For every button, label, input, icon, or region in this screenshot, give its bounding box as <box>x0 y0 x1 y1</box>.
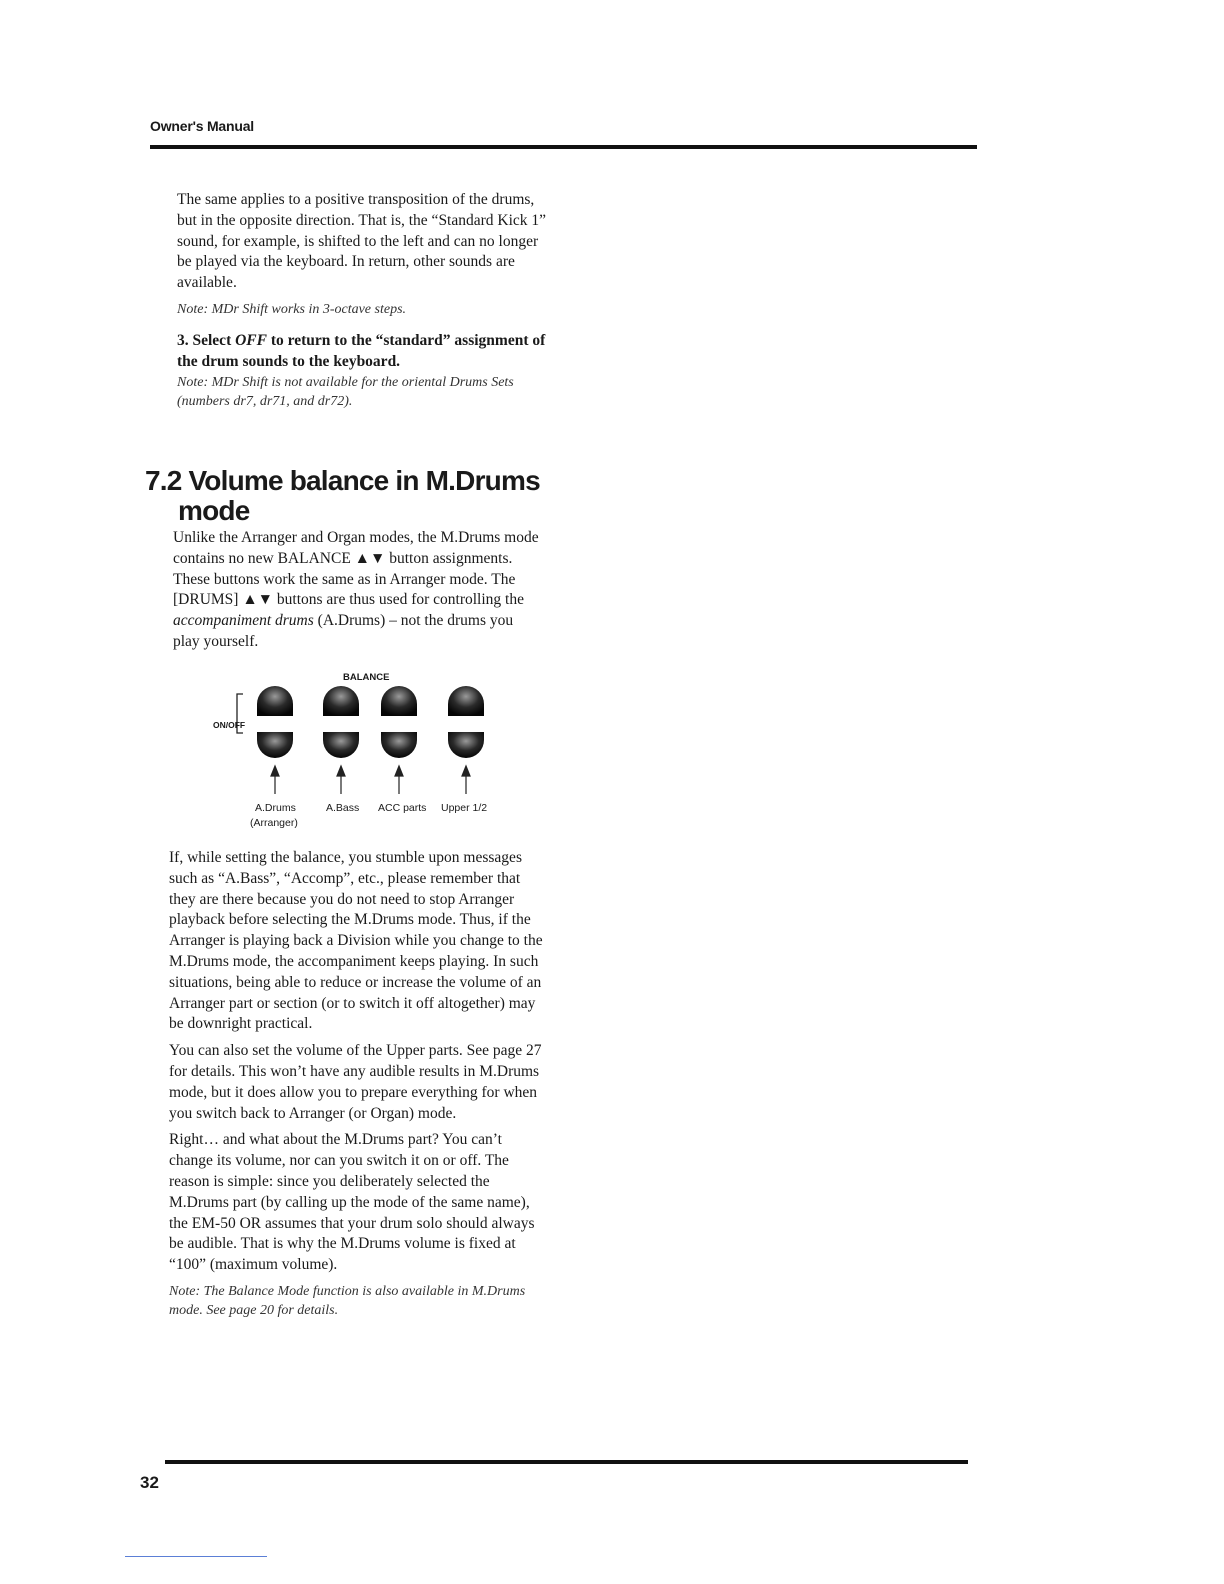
section-body <box>169 848 549 1320</box>
running-header: Owner's Manual <box>150 118 254 134</box>
step-3-prefix: 3. Select <box>177 331 236 349</box>
section-continued <box>177 190 547 411</box>
upper-down-icon <box>448 732 484 758</box>
intro-emphasis: accompaniment drums <box>173 612 314 630</box>
step-3-emphasis: OFF <box>235 331 267 349</box>
intro-after: (A.Drums) – not the drums you play yourself. <box>173 612 514 650</box>
drums-up-icon <box>257 686 293 716</box>
section-intro <box>173 528 543 659</box>
scan-artifact-line <box>125 1556 267 1557</box>
upper-up-icon <box>448 686 484 716</box>
section-heading <box>145 466 565 526</box>
arrows <box>271 766 470 794</box>
drums-label: DRUMS <box>257 720 289 730</box>
caption-upper: Upper 1/2 <box>441 802 488 814</box>
caption-acc-parts: ACC parts <box>378 802 427 814</box>
step-3 <box>177 331 547 373</box>
drums-down-icon <box>257 732 293 758</box>
onoff-label: ON/OFF <box>213 720 246 730</box>
note-oriental-drums: Note: MDr Shift is not available for the oriental Drums Sets (numbers dr7, dr71, and dr72). <box>177 374 514 409</box>
acc-lower-up-icon <box>381 686 417 716</box>
note-octave-steps: Note: MDr Shift works in 3-octave steps. <box>177 301 407 317</box>
intro-before: Unlike the Arranger and Organ modes, the M.Drums mode contains no new BALANCE ▲▼ button assignments. These buttons work the same as in Arranger mode. The [DRUMS] ▲▼ buttons are thus used for controlling the <box>173 529 539 609</box>
note-balance-mode: Note: The Balance Mode function is also available in M.Drums mode. See page 20 for details. <box>169 1283 526 1318</box>
bass-down-icon <box>323 732 359 758</box>
balance-diagram <box>195 668 525 838</box>
upper-parts-paragraph: You can also set the volume of the Upper parts. See page 27 for details. This won’t have any audible results in M.Drums mode, but it does allow you to prepare everything for when you switch back to Arranger (or Organ) mode. <box>169 1042 542 1122</box>
heading-line-1: 7.2 Volume balance in M.Drums <box>145 465 540 496</box>
bass-up-icon <box>323 686 359 716</box>
footer-rule <box>165 1460 968 1464</box>
upper-label: UPPER <box>451 720 481 730</box>
bass-label: BASS <box>329 720 353 730</box>
transposition-paragraph: The same applies to a positive transposition of the drums, but in the opposite direction. That is, the “Standard Kick 1” sound, for example, is shifted to the left and can no longer be played via the keyboard. In return, other sounds are available. <box>177 191 547 292</box>
intro-paragraph <box>173 528 543 653</box>
caption-arranger: (Arranger) <box>250 817 298 829</box>
mdrums-volume-paragraph: Right… and what about the M.Drums part? You can’t change its volume, nor can you switch it on or off. The reason is simple: since you deliberately selected the M.Drums part (by calling up the mode of the same name), the EM-50 OR assumes that your drum solo should always be audible. That is why the M.Drums volume is fixed at “100” (maximum volume). <box>169 1131 535 1274</box>
caption-a-drums: A.Drums <box>255 802 296 814</box>
acc-lower-label: ACC/LOWER <box>373 720 426 730</box>
page-number: 32 <box>140 1473 159 1492</box>
step-3-suffix: to return to the “standard” assignment of the drum sounds to the keyboard. <box>177 331 546 370</box>
balance-title: BALANCE <box>343 672 390 683</box>
acc-lower-down-icon <box>381 732 417 758</box>
heading-line-2: mode <box>178 495 250 526</box>
header-rule <box>150 145 977 149</box>
caption-a-bass: A.Bass <box>326 802 360 814</box>
balance-messages-paragraph: If, while setting the balance, you stumble upon messages such as “A.Bass”, “Accomp”, etc., please remember that they are there because you do not need to stop Arranger playback before selecting the M.Drums mode. Thus, if the Arranger is playing back a Division while you change to the M.Drums mode, the accompaniment keeps playing. In such situations, being able to reduce or increase the volume of an Arranger part or section (or to switch it off altogether) may be downright practical. <box>169 849 543 1033</box>
